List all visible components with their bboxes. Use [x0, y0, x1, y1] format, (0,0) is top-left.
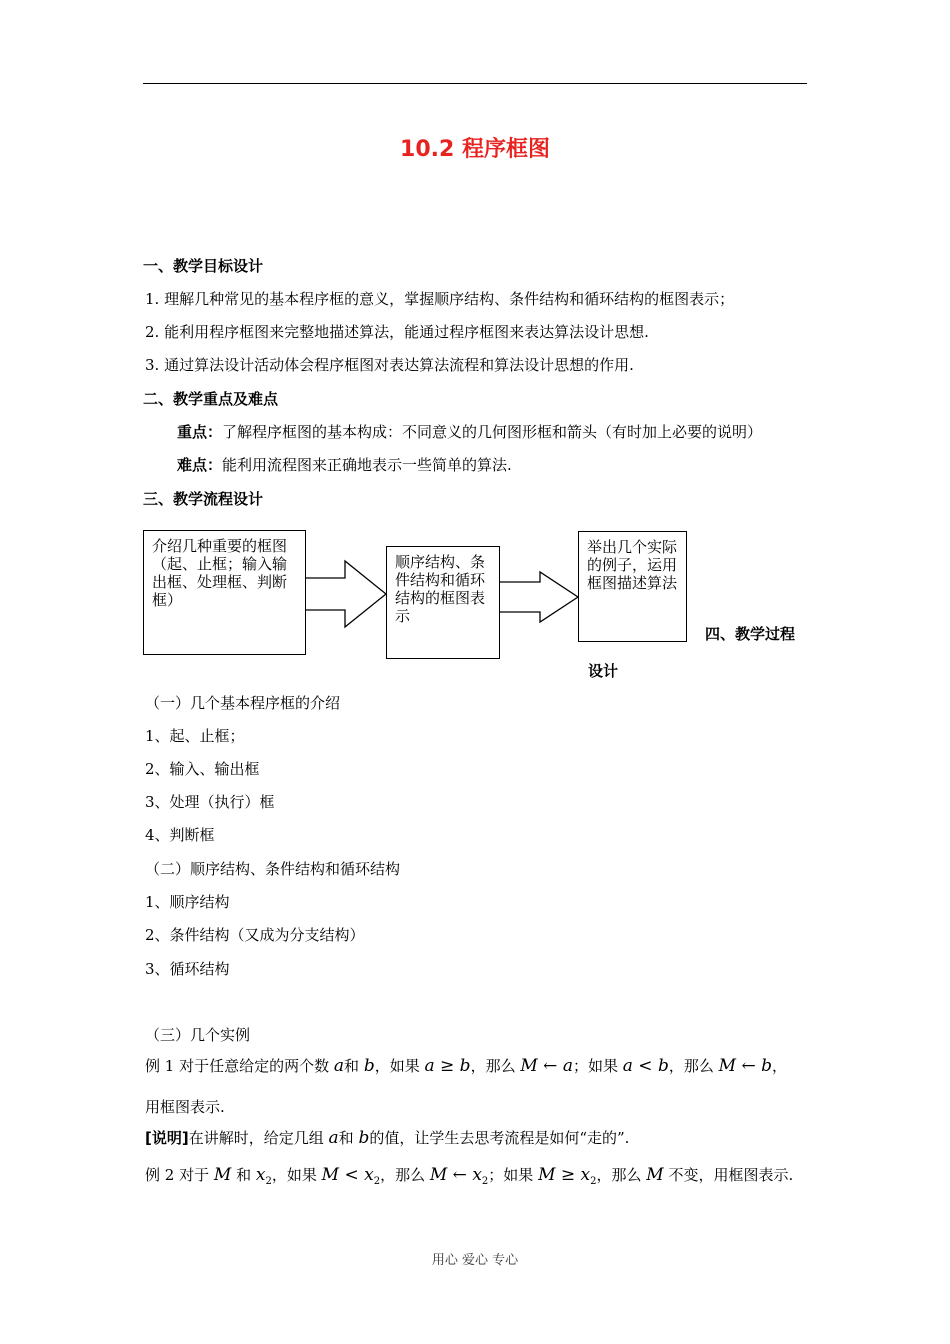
objective-item-1: 1. 理解几种常见的基本程序框的意义，掌握顺序结构、条件结构和循环结构的框图表示；	[145, 290, 735, 308]
example-1-text-6: ，	[771, 1057, 787, 1075]
example-2-and: 和	[236, 1166, 252, 1184]
note-text-2: 的值，让学生去思考流程是如何“走的”.	[369, 1129, 630, 1147]
subsection-3: （三）几个实例	[145, 1026, 251, 1044]
objective-item-3: 3. 通过算法设计活动体会程序框图对表达算法流程和算法设计思想的作用.	[145, 356, 634, 374]
math-assign-1: M ← a	[520, 1056, 573, 1076]
subsection-1: （一）几个基本程序框的介绍	[145, 694, 341, 712]
page-footer: 用心 爱心 专心	[431, 1253, 519, 1268]
note-text-1: 在讲解时，给定几组	[188, 1129, 324, 1147]
math-M: M	[213, 1165, 232, 1185]
key-point-label: 重点：	[177, 423, 223, 441]
section3-heading: 三、教学流程设计	[143, 490, 264, 508]
math-b: b	[363, 1056, 375, 1076]
math-condition-1: a ≥ b	[424, 1056, 471, 1076]
box-type-item-3: 3、处理（执行）框	[145, 793, 275, 811]
difficult-point-label: 难点：	[177, 456, 223, 474]
example-2-text-2: ，如果	[271, 1166, 317, 1184]
math-condition-4: $M \ge x_2$	[538, 1165, 597, 1187]
structure-item-2: 2、条件结构（又成为分支结构）	[145, 926, 365, 944]
example-1-text-3: ，那么	[470, 1057, 516, 1075]
example-2-text-5: ，那么	[596, 1166, 642, 1184]
box-type-item-2: 2、输入、输出框	[145, 760, 260, 778]
page-title: 10.2 程序框图	[400, 137, 550, 162]
math-x2: $x_2$	[255, 1165, 272, 1187]
example-1-line-1	[145, 1055, 787, 1076]
flow-arrow-2	[499, 572, 578, 622]
example-1-line-2: 用框图表示.	[145, 1098, 225, 1116]
key-point-text: 了解程序框图的基本构成：不同意义的几何图形框和箭头（有时加上必要的说明）	[222, 423, 763, 441]
note-label: [说明]	[145, 1129, 189, 1147]
section4-heading-part1: 四、教学过程	[705, 625, 796, 643]
math-condition-3: $M < x_2$	[321, 1165, 381, 1187]
math-assign-3: M ← $x_2$	[429, 1165, 489, 1187]
box-type-item-1: 1、起、止框；	[145, 727, 245, 745]
box-type-item-4: 4、判断框	[145, 826, 215, 844]
flow-arrow-1	[305, 561, 386, 627]
objective-item-2: 2. 能利用程序框图来完整地描述算法，能通过程序框图来表达算法设计思想.	[145, 323, 649, 341]
flow-box-structures: 顺序结构、条件结构和循环结构的框图表示	[386, 546, 500, 659]
math-condition-2: a < b	[622, 1056, 669, 1076]
example-1-text-1: 例 1 对于任意给定的两个数	[145, 1057, 330, 1075]
example-1-text-5: ，那么	[668, 1057, 714, 1075]
example-1-and: 和	[344, 1057, 360, 1075]
math-M-2: M	[646, 1165, 664, 1185]
section4-heading-part2: 设计	[588, 662, 619, 680]
math-a: a	[333, 1056, 345, 1076]
note-line	[145, 1127, 629, 1148]
example-2-line	[145, 1164, 793, 1185]
note-math-b: b	[358, 1128, 370, 1148]
flow-box-examples: 举出几个实际的例子，运用框图描述算法	[578, 531, 687, 642]
section1-heading: 一、教学目标设计	[143, 257, 264, 275]
math-assign-2: M ← b	[718, 1056, 772, 1076]
note-and: 和	[338, 1129, 354, 1147]
example-2-text-6: 不变，用框图表示.	[668, 1166, 794, 1184]
subsection-2: （二）顺序结构、条件结构和循环结构	[145, 860, 401, 878]
example-1-text-4: ；如果	[572, 1057, 618, 1075]
structure-item-1: 1、顺序结构	[145, 893, 230, 911]
example-2-text-4: ；如果	[488, 1166, 534, 1184]
difficult-point-text: 能利用流程图来正确地表示一些简单的算法.	[222, 456, 512, 474]
structure-item-3: 3、循环结构	[145, 960, 230, 978]
flow-box-intro: 介绍几种重要的框图（起、止框；输入输出框、处理框、判断框）	[143, 530, 306, 655]
section2-heading: 二、教学重点及难点	[143, 390, 279, 408]
example-2-text-3: ，那么	[380, 1166, 426, 1184]
note-math-a: a	[328, 1128, 339, 1148]
example-2-text-1: 例 2 对于	[145, 1166, 210, 1184]
example-1-text-2: ，如果	[374, 1057, 420, 1075]
